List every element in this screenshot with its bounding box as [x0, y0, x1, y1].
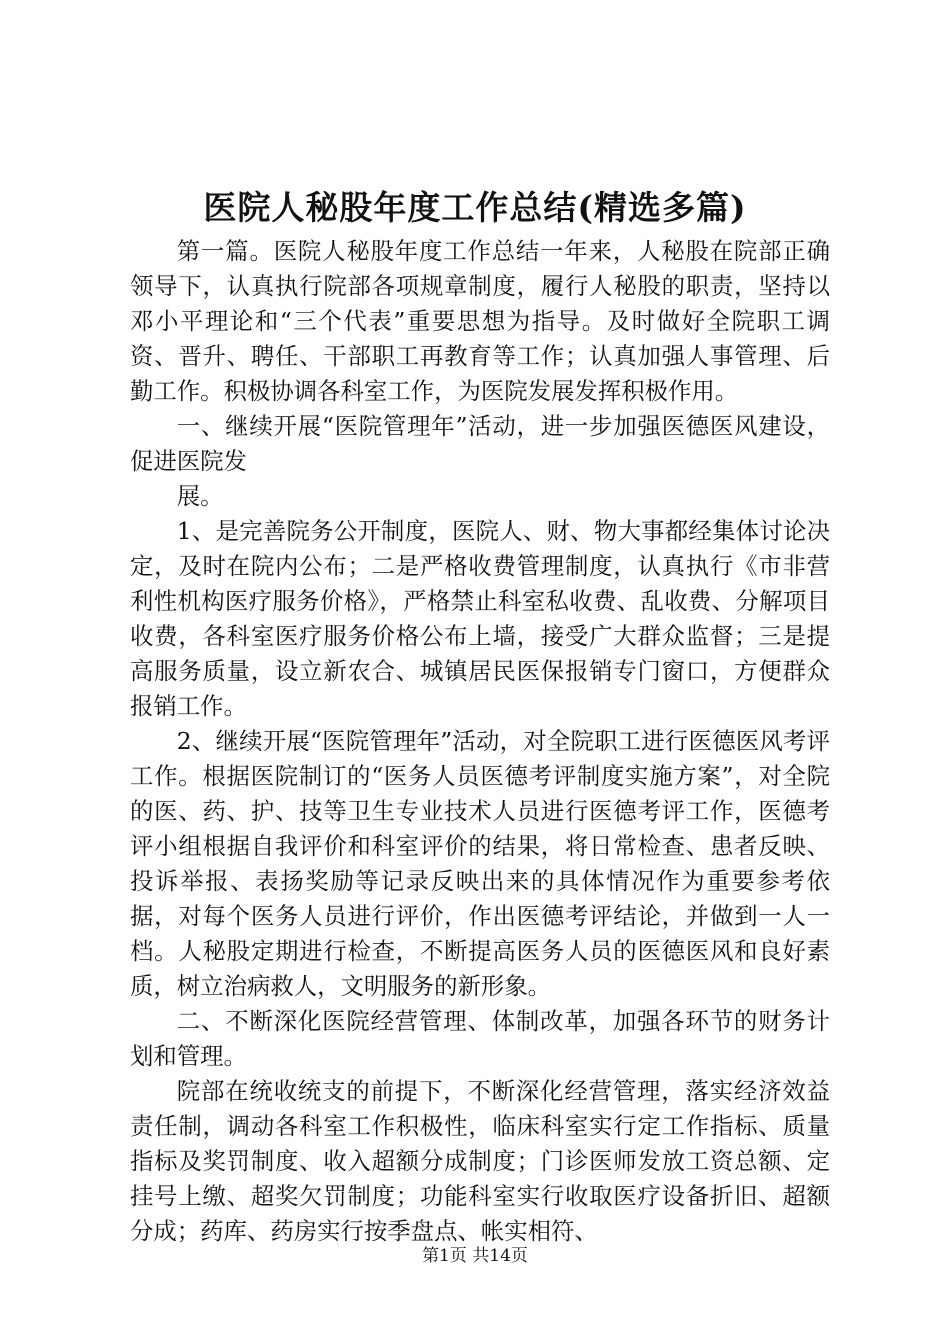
paragraph-7: 院部在统收统支的前提下，不断深化经营管理，落实经济效益责任制，调动各科室工作积极性，临床科室实行定工作指标、质量指标及奖罚制度、收入超额分成制度；门诊医师发放工资总额、定挂号上缴、超奖欠罚制度；功能科室实行收取医疗设备折旧、超额分成；药库、药房实行按季盘点、帐实相符、 — [130, 1077, 830, 1245]
paragraph-1: 第一篇。医院人秘股年度工作总结一年来，人秘股在院部正确领导下，认真执行院部各项规章制度，履行人秘股的职责，坚持以邓小平理论和“三个代表”重要思想为指导。及时做好全院职工调资、晋升、聘任、干部职工再教育等工作；认真加强人事管理、后勤工作。积极协调各科室工作，为医院发展发挥积极作用。 — [130, 237, 830, 405]
paragraph-4: 1、是完善院务公开制度，医院人、财、物大事都经集体讨论决定，及时在院内公布；二是严格收费管理制度，认真执行《市非营利性机构医疗服务价格》，严格禁止科室私收费、乱收费、分解项目收费，各科室医疗服务价格公布上墙，接受广大群众监督；三是提高服务质量，设立新农合、城镇居民医保报销专门窗口，方便群众报销工作。 — [130, 517, 830, 720]
paragraph-3: 展。 — [176, 482, 224, 510]
paragraph-5: 2、继续开展“医院管理年”活动，对全院职工进行医德医风考评工作。根据医院制订的“医务人员医德考评制度实施方案”，对全院的医、药、护、技等卫生专业技术人员进行医德考评工作，医德考评小组根据自我评价和科室评价的结果，将日常检查、患者反映、投诉举报、表扬奖励等记录反映出来的具体情况作为重要参考依据，对每个医务人员进行评价，作出医德考评结论，并做到一人一档。人秘股定期进行检查，不断提高医务人员的医德医风和良好素质，树立治病救人，文明服务的新形象。 — [130, 727, 830, 1000]
page-number-footer: 第1页 共14页 — [422, 1246, 528, 1266]
document-title: 医院人秘股年度工作总结(精选多篇) — [203, 188, 747, 227]
paragraph-6: 二、不断深化医院经营管理、体制改革，加强各环节的财务计划和管理。 — [130, 1007, 830, 1070]
document-body — [130, 234, 830, 1249]
paragraph-2: 一、继续开展“医院管理年”活动，进一步加强医德医风建设，促进医院发 — [130, 412, 830, 475]
